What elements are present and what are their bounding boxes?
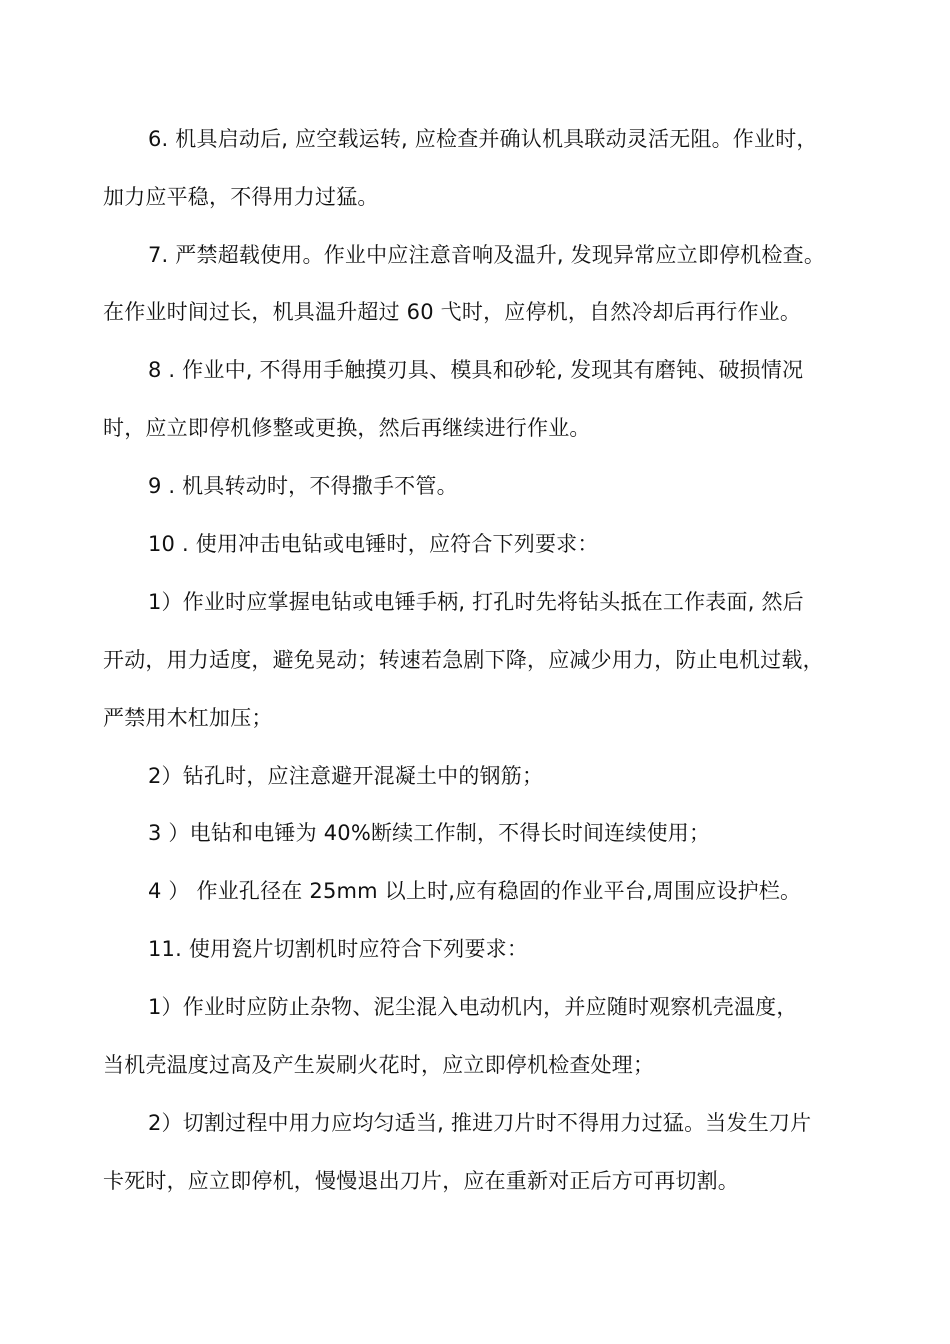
- paragraph-line: 11. 使用瓷片切割机时应符合下列要求：: [148, 937, 529, 961]
- paragraph-line: 7. 严禁超载使用。作业中应注意音响及温升, 发现异常应立即停机检查。: [148, 243, 826, 267]
- paragraph-line: 10 . 使用冲击电钻或电锤时，应符合下列要求：: [148, 532, 599, 556]
- paragraph-line: 当机壳温度过高及产生炭刷火花时，应立即停机检查处理；: [103, 1053, 655, 1077]
- paragraph-line: 加力应平稳，不得用力过猛。: [103, 185, 379, 209]
- paragraph-line: 1）作业时应防止杂物、泥尘混入电动机内，并应随时观察机壳温度，: [148, 995, 798, 1019]
- paragraph-line: 2）钻孔时，应注意避开混凝土中的钢筋；: [148, 764, 544, 788]
- paragraph-line: 6. 机具启动后, 应空载运转, 应检查并确认机具联动灵活无阻。作业时，: [148, 127, 818, 151]
- paragraph-line: 开动，用力适度，避免晃动；转速若急剧下降，应减少用力，防止电机过载，: [103, 648, 824, 672]
- paragraph-line: 9 . 机具转动时，不得撒手不管。: [148, 474, 458, 498]
- paragraph-line: 8 . 作业中, 不得用手触摸刃具、模具和砂轮, 发现其有磨钝、破损情况: [148, 358, 804, 382]
- paragraph-line: 卡死时，应立即停机，慢慢退出刀片，应在重新对正后方可再切割。: [103, 1169, 739, 1193]
- paragraph-line: 时，应立即停机修整或更换，然后再继续进行作业。: [103, 416, 591, 440]
- paragraph-line: 4 ） 作业孔径在 25mm 以上时,应有稳固的作业平台,周围应设护栏。: [148, 879, 802, 903]
- paragraph-line: 2）切割过程中用力应均匀适当, 推进刀片时不得用力过猛。当发生刀片: [148, 1111, 812, 1135]
- paragraph-line: 3 ）电钻和电锤为 40%断续工作制，不得长时间连续使用；: [148, 821, 711, 845]
- paragraph-line: 严禁用木杠加压；: [103, 706, 273, 730]
- paragraph-line: 在作业时间过长，机具温升超过 60 弋时，应停机，自然冷却后再行作业。: [103, 300, 802, 324]
- paragraph-line: 1）作业时应掌握电钻或电锤手柄, 打孔时先将钻头抵在工作表面, 然后: [148, 590, 804, 614]
